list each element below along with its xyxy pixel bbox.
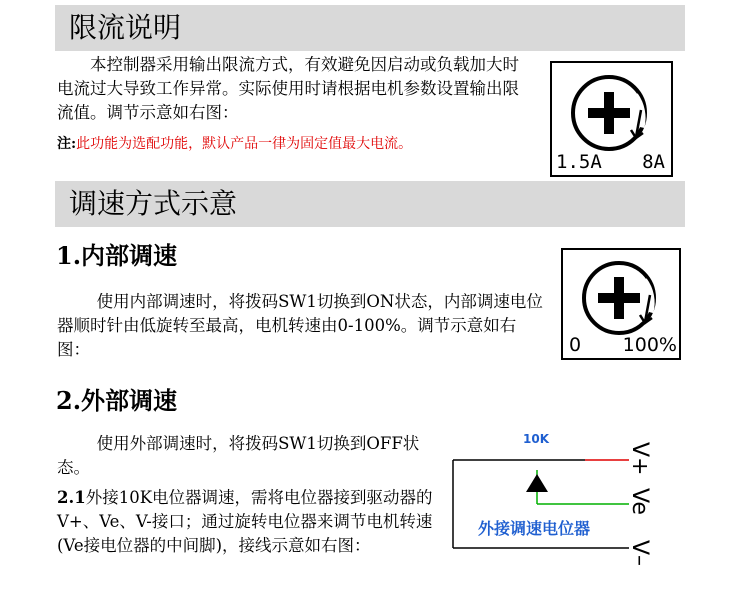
external-pot-instructions <box>57 486 437 558</box>
external-speed-heading: 2.外部调速 <box>56 386 178 415</box>
note-text: 此功能为选配功能，默认产品一律为固定值最大电流。 <box>76 136 413 152</box>
potentiometer-caption: 外接调速电位器 <box>478 519 591 538</box>
note-label: 注: <box>57 136 77 152</box>
external-speed-description: 使用外部调速时，将拨码SW1切换到OFF状态。 <box>57 434 420 477</box>
section-title: 限流说明 <box>69 11 182 44</box>
internal-speed-description: 使用内部调速时，将拨码SW1切换到ON状态，内部调速电位器顺时针由低旋转至最高，电机转速由0-100%。调节示意如右图： <box>57 292 543 359</box>
section-title: 调速方式示意 <box>69 187 238 220</box>
current-limit-description: 本控制器采用输出限流方式，有效避免因启动或负载加大时电流过大导致工作异常。实际使用时请根据电机参数设置输出限流值。调节示意如右图： <box>57 55 519 122</box>
internal-speed-knob-diagram <box>561 248 681 360</box>
current-limit-note <box>57 133 537 155</box>
knob-min-label: 1.5A <box>556 151 602 173</box>
pin-ve-label: Ve <box>627 488 652 515</box>
step-number: 2.1 <box>57 488 86 507</box>
section-header-current-limit <box>55 5 685 51</box>
section-header-speed-control <box>55 181 685 227</box>
knob-max-label: 100% <box>622 334 677 356</box>
step-text: 外接10K电位器调速，需将电位器接到驱动器的V+、Ve、V-接口；通过旋转电位器来调节电机转速(Ve接电位器的中间脚)，接线示意如右图： <box>57 488 433 555</box>
resistor-value-label: 10K <box>523 432 549 446</box>
knob-max-label: 8A <box>642 151 665 173</box>
pin-vminus-label: V– <box>627 540 652 567</box>
potentiometer-wiring-diagram <box>445 430 685 590</box>
pin-vplus-label: V+ <box>627 442 652 476</box>
internal-speed-heading: 1.内部调速 <box>56 241 178 270</box>
current-limit-knob-diagram <box>550 61 673 177</box>
knob-min-label: 0 <box>569 334 582 356</box>
